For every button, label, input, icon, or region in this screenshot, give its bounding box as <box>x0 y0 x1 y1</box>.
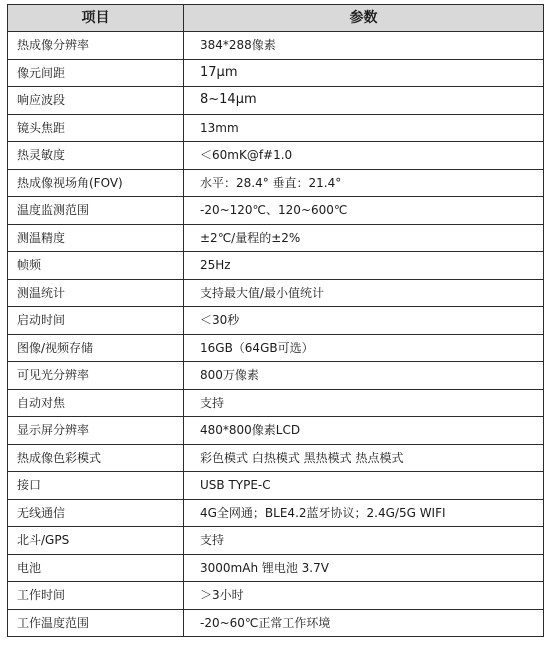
row-label: 像元间距 <box>8 59 184 87</box>
table-row <box>8 252 544 280</box>
row-label: 热成像视场角(FOV) <box>8 169 184 197</box>
row-value: 支持最大值/最小值统计 <box>184 279 544 307</box>
row-value: 4G全网通；BLE4.2蓝牙协议；2.4G/5G WIFI <box>184 499 544 527</box>
table-row <box>8 472 544 500</box>
table-row <box>8 279 544 307</box>
row-label: 测温精度 <box>8 224 184 252</box>
row-label: 温度监测范围 <box>8 197 184 225</box>
table-row <box>8 87 544 115</box>
row-value: 水平：28.4° 垂直：21.4° <box>184 169 544 197</box>
table-row <box>8 307 544 335</box>
table-header-row <box>8 5 544 32</box>
table-row <box>8 389 544 417</box>
row-value: ＜60mK@f#1.0 <box>184 142 544 170</box>
table-row <box>8 444 544 472</box>
table-row <box>8 362 544 390</box>
row-label: 镜头焦距 <box>8 114 184 142</box>
row-label: 工作时间 <box>8 582 184 610</box>
row-label: 图像/视频存储 <box>8 334 184 362</box>
row-value: 17μm <box>184 59 544 87</box>
row-value: 16GB（64GB可选） <box>184 334 544 362</box>
row-value: 480*800像素LCD <box>184 417 544 445</box>
row-value: 8~14μm <box>184 87 544 115</box>
row-label: 无线通信 <box>8 499 184 527</box>
row-value: -20~120℃、120~600℃ <box>184 197 544 225</box>
row-value: 13mm <box>184 114 544 142</box>
row-value: 25Hz <box>184 252 544 280</box>
row-value: ±2℃/量程的±2% <box>184 224 544 252</box>
table-row <box>8 554 544 582</box>
row-label: 响应波段 <box>8 87 184 115</box>
row-label: 显示屏分辨率 <box>8 417 184 445</box>
row-label: 热灵敏度 <box>8 142 184 170</box>
row-value: USB TYPE-C <box>184 472 544 500</box>
row-label: 工作温度范围 <box>8 609 184 637</box>
row-value: 彩色模式 白热模式 黑热模式 热点模式 <box>184 444 544 472</box>
row-label: 接口 <box>8 472 184 500</box>
row-value: 支持 <box>184 527 544 555</box>
row-value: 支持 <box>184 389 544 417</box>
row-value: 384*288像素 <box>184 32 544 60</box>
row-value: 3000mAh 锂电池 3.7V <box>184 554 544 582</box>
table-row <box>8 32 544 60</box>
row-label: 电池 <box>8 554 184 582</box>
table-row <box>8 334 544 362</box>
row-label: 自动对焦 <box>8 389 184 417</box>
row-label: 帧频 <box>8 252 184 280</box>
row-label: 北斗/GPS <box>8 527 184 555</box>
table-row <box>8 142 544 170</box>
table-row <box>8 114 544 142</box>
header-item: 项目 <box>8 5 184 32</box>
table-row <box>8 169 544 197</box>
header-param: 参数 <box>184 5 544 32</box>
table-row <box>8 59 544 87</box>
table-row <box>8 417 544 445</box>
table-row <box>8 609 544 637</box>
table-row <box>8 224 544 252</box>
row-label: 启动时间 <box>8 307 184 335</box>
table-row <box>8 499 544 527</box>
spec-table <box>7 4 544 637</box>
row-value: ＞3小时 <box>184 582 544 610</box>
table-row <box>8 197 544 225</box>
row-value: -20~60℃正常工作环境 <box>184 609 544 637</box>
row-value: ＜30秒 <box>184 307 544 335</box>
row-label: 热成像分辨率 <box>8 32 184 60</box>
row-label: 测温统计 <box>8 279 184 307</box>
table-row <box>8 527 544 555</box>
row-label: 热成像色彩模式 <box>8 444 184 472</box>
table-row <box>8 582 544 610</box>
row-label: 可见光分辨率 <box>8 362 184 390</box>
row-value: 800万像素 <box>184 362 544 390</box>
